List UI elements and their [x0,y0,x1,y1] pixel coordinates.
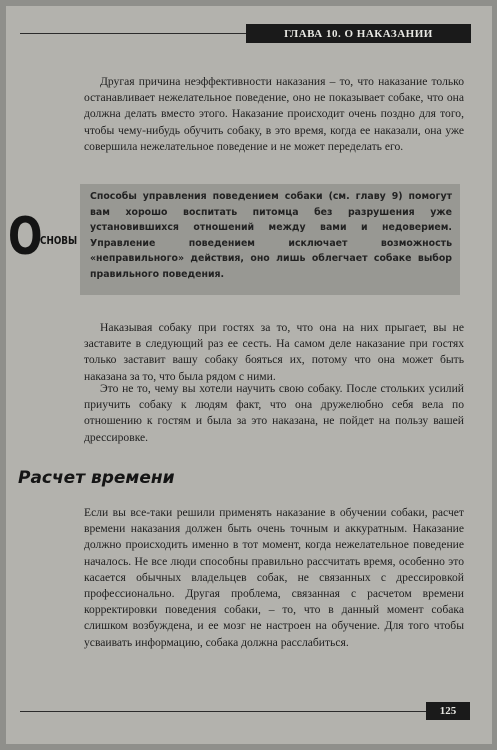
page-number-box [426,702,470,720]
basics-badge [8,207,86,267]
note-text: Способы управления поведением собаки (см. главу 9) помогут вам хорошо воспитать питомца без разрушения уже установившихся отношений между вами и недоверием. Управление поведением исключает возможность «неправильного» действия, оно лишь облегчает собаке выбор правильного поведения. [90,191,452,280]
basics-label: СНОВЫ [40,234,78,247]
paragraph-3: Это не то, чему вы хотели научить свою собаку. После стольких усилий приучить собаку к людям факт, что она дружелюбно себя вела по отношению к гостям и была за это наказана, не пойдет на пользу вашей дрессировке. [84,382,464,444]
chapter-header [246,24,471,43]
footer-rule [20,711,430,712]
page-number: 125 [439,705,457,717]
section-title: Расчет времени [18,468,175,488]
paragraph-2: Наказывая собаку при гостях за то, что она на них прыгает, вы не заставите в следующий раз ее сесть. На самом деле наказание при гостях только заставит вашу собаку бояться их, потому что она может быть наказана за то, что была рядом с ними. [84,321,464,383]
paragraph-4: Если вы все-таки решили применять наказание в обучении собаки, расчет времени наказания должен быть очень точным и аккуратным. Наказание должно происходить именно в тот момент, когда нежелательное поведение началось. Не все люди способны правильно рассчитать время, особенно это касается обычных владельцев собак, не связанных с дрессировкой профессионально. Другая проблема, связанная с расчетом времени корректировки поведения собаки, – то, что в данный момент собака слишком возбуждена, и ее мозг не настроен на обучение. Для того чтобы усваивать информацию, собака должна расслабиться. [84,506,464,649]
paragraph-1: Другая причина неэффективности наказания – то, что наказание только останавливает нежелательное поведение, оно не показывает собаке, что она должна делать вместо этого. Наказание происходит очень поздно для того, чтобы чему-нибудь обучить собаку, в это время, когда ее наказали, она уже совершила нежелательное поведение и не может переделать его. [84,75,464,153]
chapter-title: ГЛАВА 10. О НАКАЗАНИИ [284,27,433,40]
basics-initial-letter: О [8,207,43,267]
book-page [6,6,492,744]
